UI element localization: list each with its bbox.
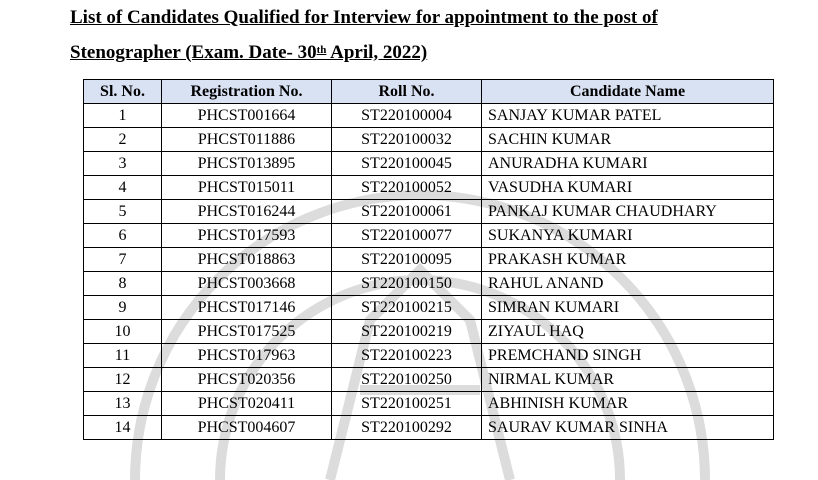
table-row (84, 224, 774, 248)
cell-registration-no: PHCST017525 (162, 320, 332, 344)
cell-roll-no: ST220100150 (332, 272, 482, 296)
table-row (84, 344, 774, 368)
table-row (84, 176, 774, 200)
cell-roll-no: ST220100004 (332, 104, 482, 128)
table-row (84, 320, 774, 344)
cell-sl-no: 9 (84, 296, 162, 320)
cell-roll-no: ST220100077 (332, 224, 482, 248)
cell-registration-no: PHCST020356 (162, 368, 332, 392)
cell-roll-no: ST220100052 (332, 176, 482, 200)
table-row (84, 128, 774, 152)
cell-roll-no: ST220100095 (332, 248, 482, 272)
cell-roll-no: ST220100223 (332, 344, 482, 368)
cell-sl-no: 11 (84, 344, 162, 368)
cell-sl-no: 7 (84, 248, 162, 272)
cell-candidate-name: ABHINISH KUMAR (482, 392, 774, 416)
cell-sl-no: 13 (84, 392, 162, 416)
cell-candidate-name: PREMCHAND SINGH (482, 344, 774, 368)
title-line-2 (70, 34, 810, 69)
cell-roll-no: ST220100061 (332, 200, 482, 224)
cell-candidate-name: ANURADHA KUMARI (482, 152, 774, 176)
cell-candidate-name: PANKAJ KUMAR CHAUDHARY (482, 200, 774, 224)
title-line-2-pre: Stenographer (Exam. Date- 30 (70, 42, 317, 63)
cell-candidate-name: SUKANYA KUMARI (482, 224, 774, 248)
cell-roll-no: ST220100251 (332, 392, 482, 416)
cell-roll-no: ST220100219 (332, 320, 482, 344)
cell-sl-no: 5 (84, 200, 162, 224)
cell-registration-no: PHCST018863 (162, 248, 332, 272)
cell-roll-no: ST220100292 (332, 416, 482, 440)
header-roll-no: Roll No. (332, 80, 482, 104)
cell-candidate-name: SIMRAN KUMARI (482, 296, 774, 320)
cell-roll-no: ST220100250 (332, 368, 482, 392)
cell-registration-no: PHCST016244 (162, 200, 332, 224)
cell-sl-no: 2 (84, 128, 162, 152)
cell-sl-no: 3 (84, 152, 162, 176)
table-row (84, 248, 774, 272)
cell-registration-no: PHCST011886 (162, 128, 332, 152)
cell-candidate-name: SANJAY KUMAR PATEL (482, 104, 774, 128)
cell-candidate-name: VASUDHA KUMARI (482, 176, 774, 200)
cell-sl-no: 1 (84, 104, 162, 128)
header-candidate-name: Candidate Name (482, 80, 774, 104)
cell-candidate-name: ZIYAUL HAQ (482, 320, 774, 344)
cell-candidate-name: PRAKASH KUMAR (482, 248, 774, 272)
cell-sl-no: 12 (84, 368, 162, 392)
table-row (84, 200, 774, 224)
table-row (84, 416, 774, 440)
cell-registration-no: PHCST003668 (162, 272, 332, 296)
cell-roll-no: ST220100215 (332, 296, 482, 320)
table-row (84, 392, 774, 416)
candidates-table (83, 79, 774, 440)
header-sl-no: Sl. No. (84, 80, 162, 104)
table-row (84, 296, 774, 320)
cell-registration-no: PHCST017593 (162, 224, 332, 248)
table-header-row (84, 80, 774, 104)
cell-sl-no: 8 (84, 272, 162, 296)
table-row (84, 104, 774, 128)
cell-sl-no: 10 (84, 320, 162, 344)
cell-registration-no: PHCST017963 (162, 344, 332, 368)
table-row (84, 272, 774, 296)
cell-registration-no: PHCST017146 (162, 296, 332, 320)
cell-sl-no: 4 (84, 176, 162, 200)
page-title (70, 2, 810, 69)
cell-registration-no: PHCST020411 (162, 392, 332, 416)
title-superscript: th (316, 44, 327, 56)
title-line-1: List of Candidates Qualified for Interview for appointment to the post of (70, 7, 658, 28)
cell-sl-no: 14 (84, 416, 162, 440)
cell-registration-no: PHCST013895 (162, 152, 332, 176)
cell-roll-no: ST220100045 (332, 152, 482, 176)
table-row (84, 368, 774, 392)
cell-candidate-name: SAURAV KUMAR SINHA (482, 416, 774, 440)
cell-candidate-name: SACHIN KUMAR (482, 128, 774, 152)
cell-registration-no: PHCST001664 (162, 104, 332, 128)
header-registration-no: Registration No. (162, 80, 332, 104)
cell-candidate-name: NIRMAL KUMAR (482, 368, 774, 392)
cell-roll-no: ST220100032 (332, 128, 482, 152)
cell-candidate-name: RAHUL ANAND (482, 272, 774, 296)
cell-sl-no: 6 (84, 224, 162, 248)
cell-registration-no: PHCST004607 (162, 416, 332, 440)
cell-registration-no: PHCST015011 (162, 176, 332, 200)
title-line-2-post: April, 2022) (326, 42, 428, 63)
table-row (84, 152, 774, 176)
